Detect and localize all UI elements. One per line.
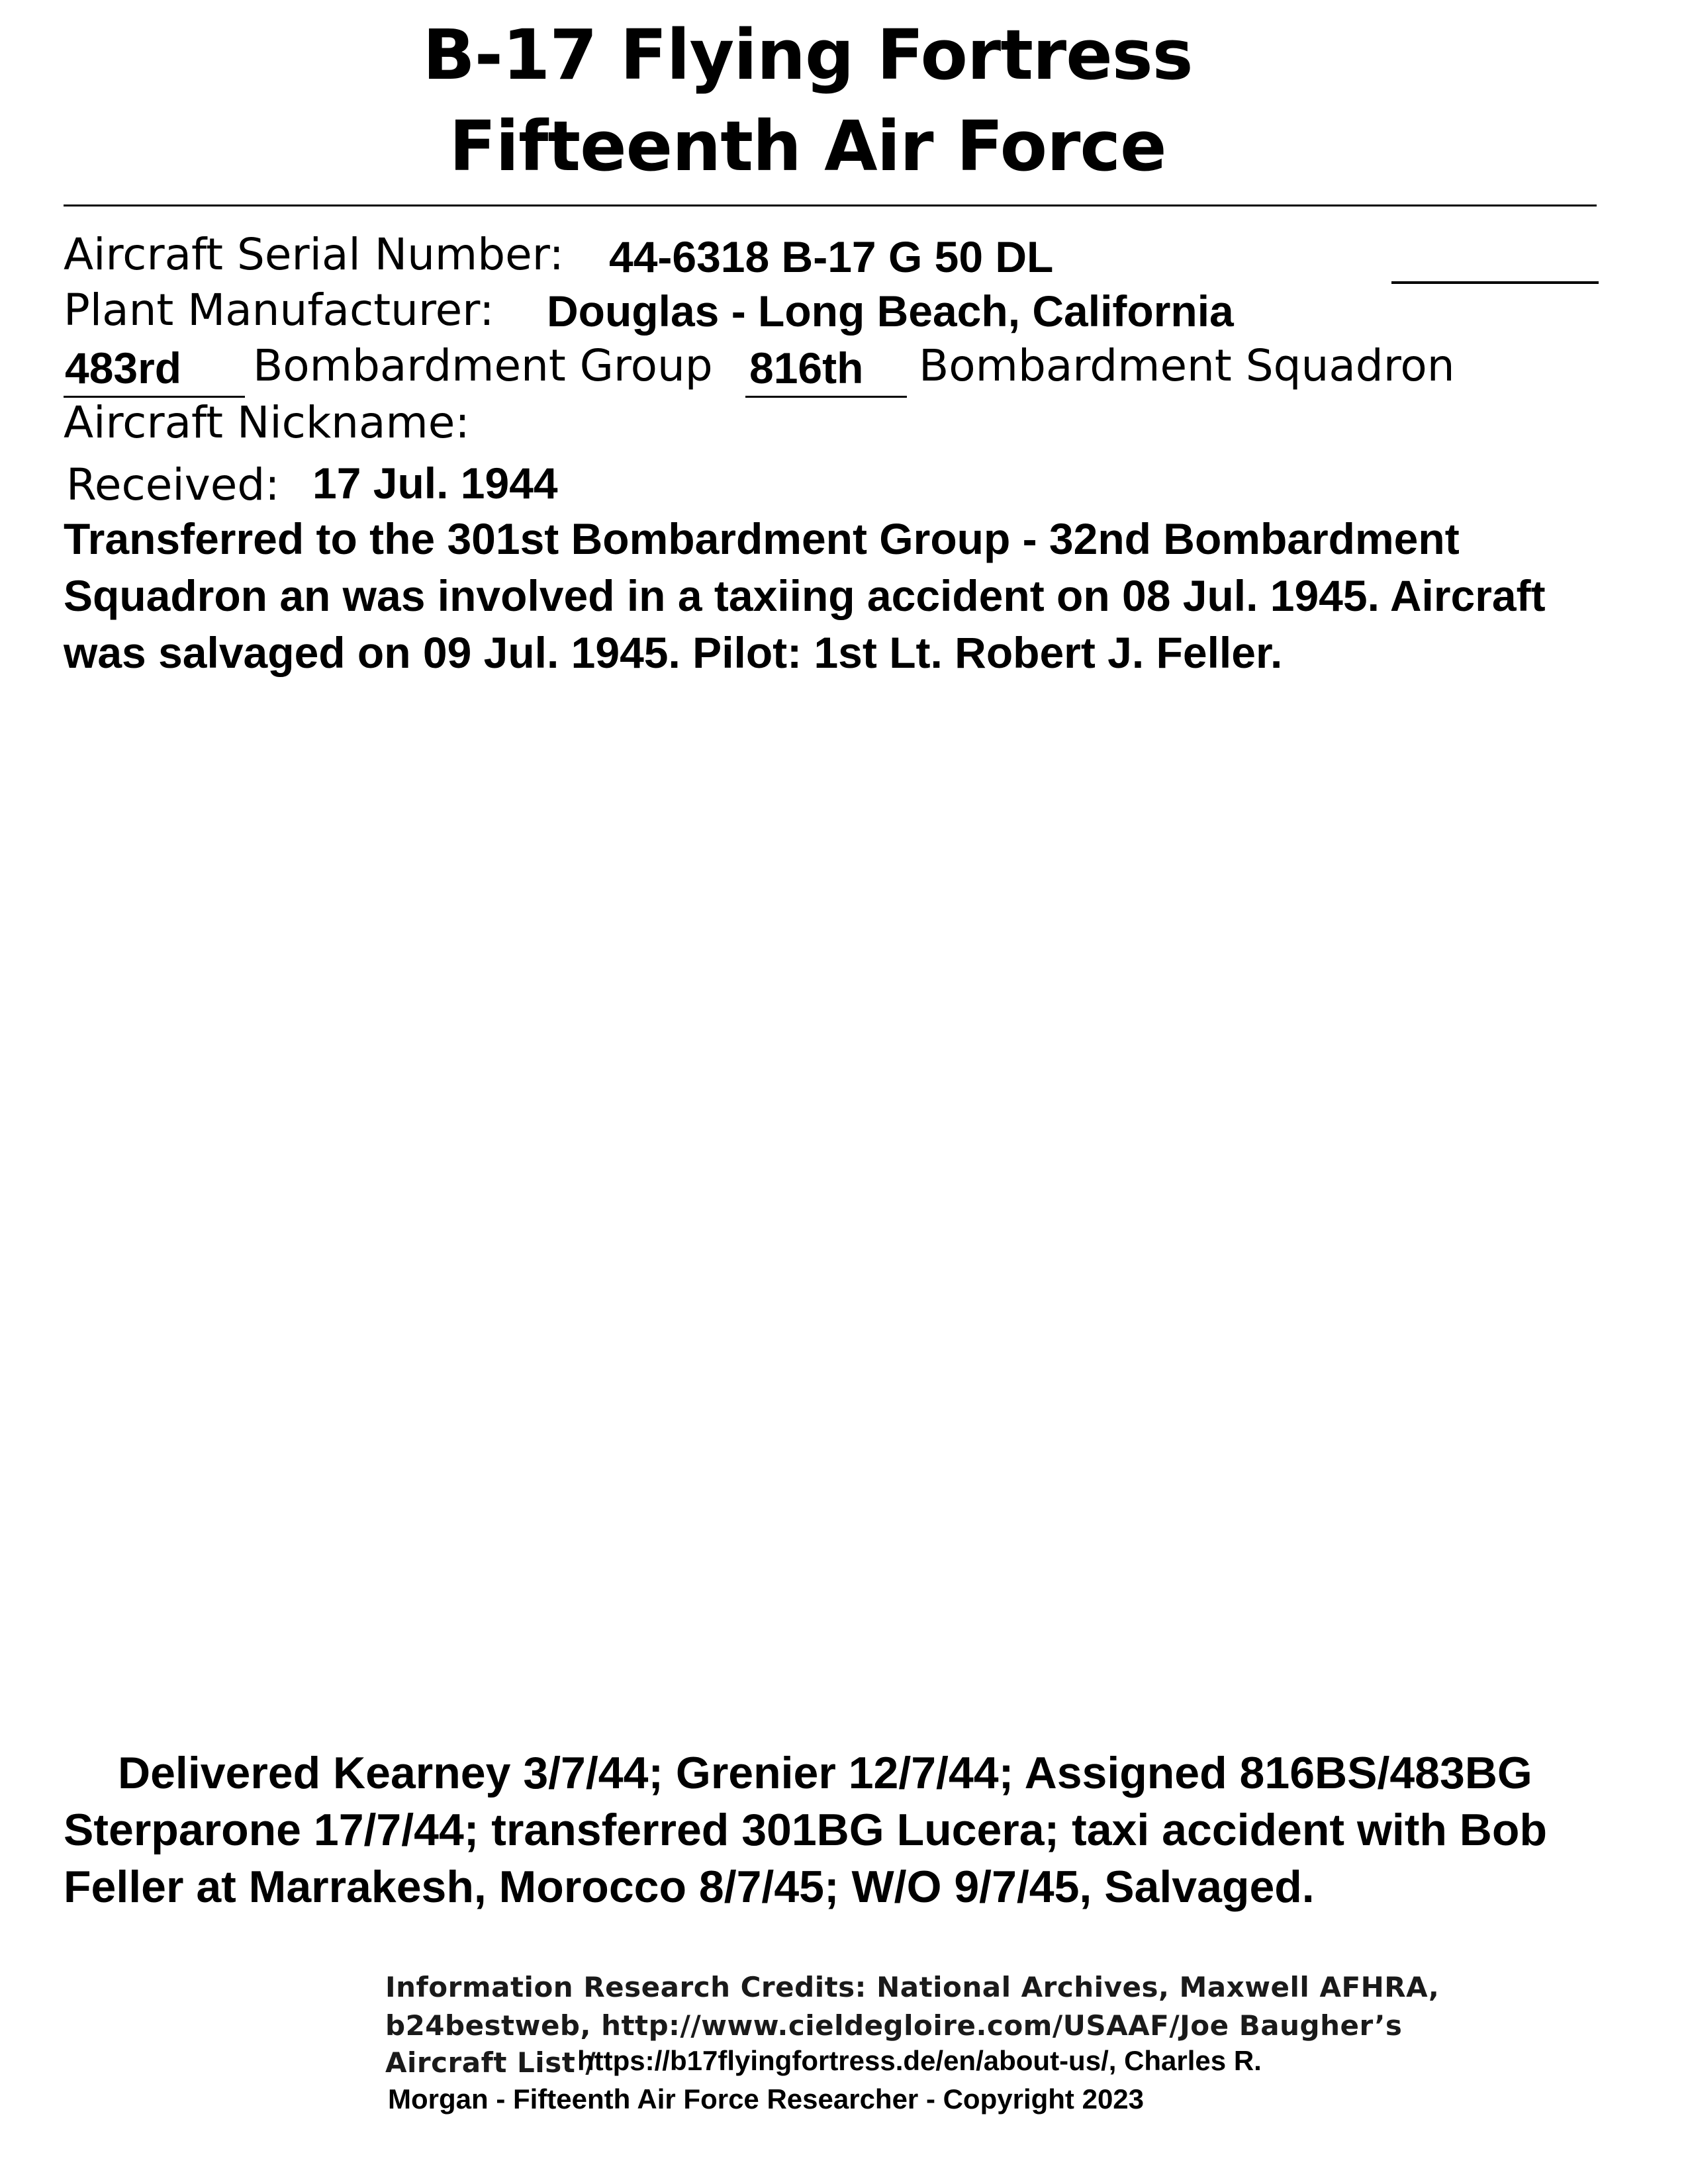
title-divider [64,205,1597,206]
delivery-history-line: Delivered Kearney 3/7/44; Grenier 12/7/44; Assigned 816BS/483BG [118,1748,1532,1798]
received-label: Received: [66,459,280,510]
credits-copyright: Morgan - Fifteenth Air Force Researcher - Copyright 2023 [388,2083,1145,2115]
serial-blank-line [1391,281,1599,284]
group-label: Bombardment Group [253,340,713,391]
group-value: 483rd [65,343,182,392]
squadron-value: 816th [749,343,864,392]
delivery-history-line: Sterparone 17/7/44; transferred 301BG Lucera; taxi accident with Bob [64,1805,1547,1855]
narrative-line: Squadron an was involved in a taxiing accident on 08 Jul. 1945. Aircraft [64,571,1546,620]
manufacturer-value: Douglas - Long Beach, California [547,287,1234,336]
squadron-label: Bombardment Squadron [919,340,1455,391]
narrative-line: Transferred to the 301st Bombardment Group - 32nd Bombardment [64,514,1460,563]
delivery-history-line: Feller at Marrakesh, Morocco 8/7/45; W/O 9/7/45, Salvaged. [64,1862,1315,1912]
received-value: 17 Jul. 1944 [312,459,558,508]
squadron-underline [745,396,907,398]
page-subtitle: Fifteenth Air Force [449,106,1166,187]
narrative-line: was salvaged on 09 Jul. 1945. Pilot: 1st Lt. Robert J. Feller. [64,628,1283,677]
credits-line: b24bestweb, http://www.cieldegloire.com/USAAF/Joe Baugher’s [385,2009,1403,2042]
page-title: B-17 Flying Fortress [422,15,1193,95]
credits-line: https://b17flyingfortress.de/en/about-us/, Charles R. [577,2045,1262,2076]
manufacturer-label: Plant Manufacturer: [64,285,494,336]
credits-line: Aircraft List / [385,2046,596,2079]
nickname-label: Aircraft Nickname: [64,397,470,448]
serial-number-value: 44-6318 B-17 G 50 DL [609,232,1054,281]
credits-line: Information Research Credits: National Archives, Maxwell AFHRA, [385,1971,1440,2003]
serial-number-label: Aircraft Serial Number: [64,229,564,280]
